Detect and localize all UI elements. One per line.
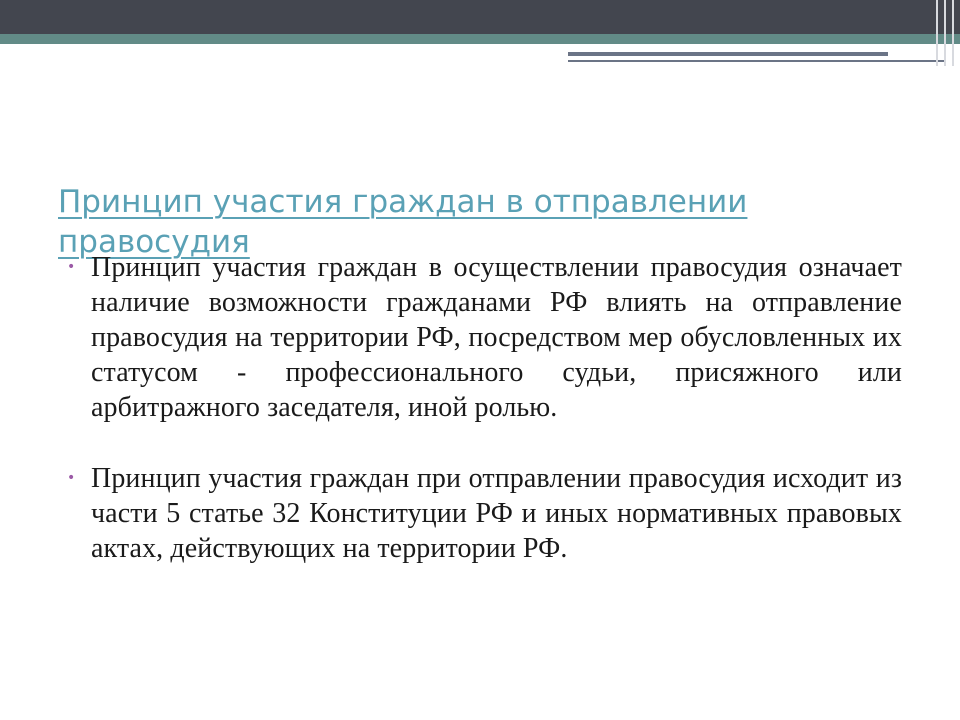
slide-title: Принцип участия граждан в отправлении правосудия <box>58 184 748 260</box>
bullet-text: Принцип участия граждан в осуществлении правосудия означает наличие возможности гражданами РФ влиять на отправление правосудия на территории РФ, посредством мер обусловленных их статусом - профессионального судьи, присяжного или арбитражного заседателя, иной ролью. <box>91 252 902 423</box>
corner-decor-stripe <box>944 0 946 66</box>
header-decor-line <box>568 52 888 56</box>
bullet-dot-icon: • <box>67 259 76 275</box>
header-decor-line-thin <box>568 60 946 62</box>
bullet-text: Принцип участия граждан при отправлении правосудия исходит из части 5 статье 32 Конституции РФ и иных нормативных правовых актах, действующих на территории РФ. <box>91 463 902 564</box>
header-dark-band <box>0 0 960 34</box>
bullet-list <box>56 250 902 566</box>
bullet-dot-icon: • <box>67 470 76 486</box>
header-accent-band <box>0 34 960 44</box>
corner-decor-stripe <box>936 0 938 66</box>
corner-decor-stripe <box>952 0 954 66</box>
bullet-item <box>56 250 902 425</box>
bullet-item <box>56 461 902 566</box>
